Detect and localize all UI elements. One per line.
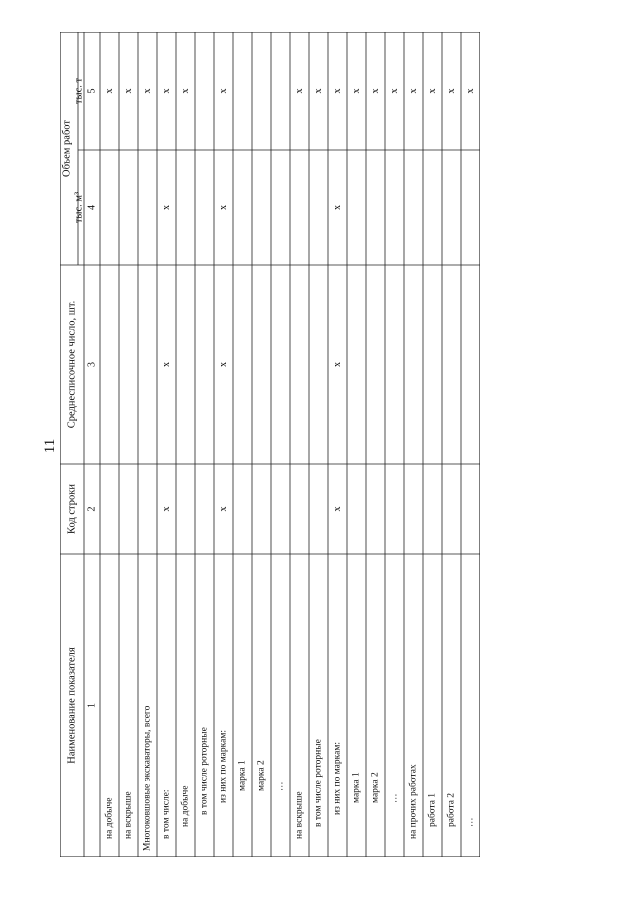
row-16-label: … (389, 793, 400, 803)
row-12-label: в том числе роторные (313, 739, 324, 827)
row-1-t: х (104, 88, 115, 94)
row-11-t: х (294, 88, 305, 94)
row-5-label: на добыче (180, 785, 191, 827)
row-4-t: х (161, 88, 172, 94)
row-19-t: х (446, 88, 457, 94)
header-unit-m3: тыс. м³ (73, 191, 85, 224)
row-17-t: х (408, 88, 419, 94)
row-15-label: марка 2 (370, 772, 381, 803)
column-number-5: 5 (86, 88, 98, 94)
table-grid (60, 32, 480, 857)
header-avg-count: Среднесписочное число, шт. (66, 300, 78, 429)
row-2-label: на вскрыше (123, 791, 134, 839)
row-4-label: в том числе: (161, 789, 172, 839)
row-18-label: работа 1 (427, 792, 438, 827)
rotated-data-table (60, 32, 480, 862)
row-6-label: в том числе роторные (199, 727, 210, 815)
row-20-label: … (465, 817, 476, 827)
row-20-t: х (465, 88, 476, 94)
row-7-label: из них по маркам: (218, 730, 229, 803)
row-14-t: х (351, 88, 362, 94)
row-1-label: на добыче (104, 797, 115, 839)
column-number-4: 4 (86, 205, 98, 210)
row-16-t: х (389, 88, 400, 94)
row-9-label: марка 2 (256, 760, 267, 791)
column-number-3: 3 (86, 362, 98, 367)
row-3-label: Многоковшовые экскаваторы, всего (142, 705, 153, 851)
row-4-avg: х (161, 362, 172, 367)
row-12-t: х (313, 88, 324, 94)
header-volume: Объем работ (61, 120, 73, 177)
row-13-t: х (332, 88, 343, 94)
header-name: Наименование показателя (66, 647, 78, 764)
row-13-m3: х (332, 205, 343, 210)
row-10-label: … (275, 781, 286, 791)
table-svg (60, 32, 480, 857)
column-number-2: 2 (86, 506, 98, 512)
row-17-label: на прочих работах (408, 764, 419, 839)
header-code: Код строки (66, 484, 78, 534)
row-13-avg: х (332, 362, 343, 367)
row-5-t: х (180, 88, 191, 94)
header-unit-t: тыс. т (73, 77, 85, 105)
row-14-label: марка 1 (351, 772, 362, 803)
row-2-t: х (123, 88, 134, 94)
row-19-label: работа 2 (446, 792, 457, 827)
row-3-t: х (142, 88, 153, 94)
row-18-t: х (427, 88, 438, 94)
row-15-t: х (370, 88, 381, 94)
row-13-code: х (332, 506, 343, 512)
row-7-code: х (218, 506, 229, 512)
row-4-m3: х (161, 205, 172, 210)
row-4-code: х (161, 506, 172, 512)
row-7-m3: х (218, 205, 229, 210)
row-7-avg: х (218, 362, 229, 367)
row-11-label: на вскрыше (294, 791, 305, 839)
row-8-label: марка 1 (237, 760, 248, 791)
page-number: 11 (42, 438, 58, 454)
column-number-1: 1 (86, 703, 98, 708)
row-7-t: х (218, 88, 229, 94)
row-13-label: из них по маркам: (332, 742, 343, 815)
